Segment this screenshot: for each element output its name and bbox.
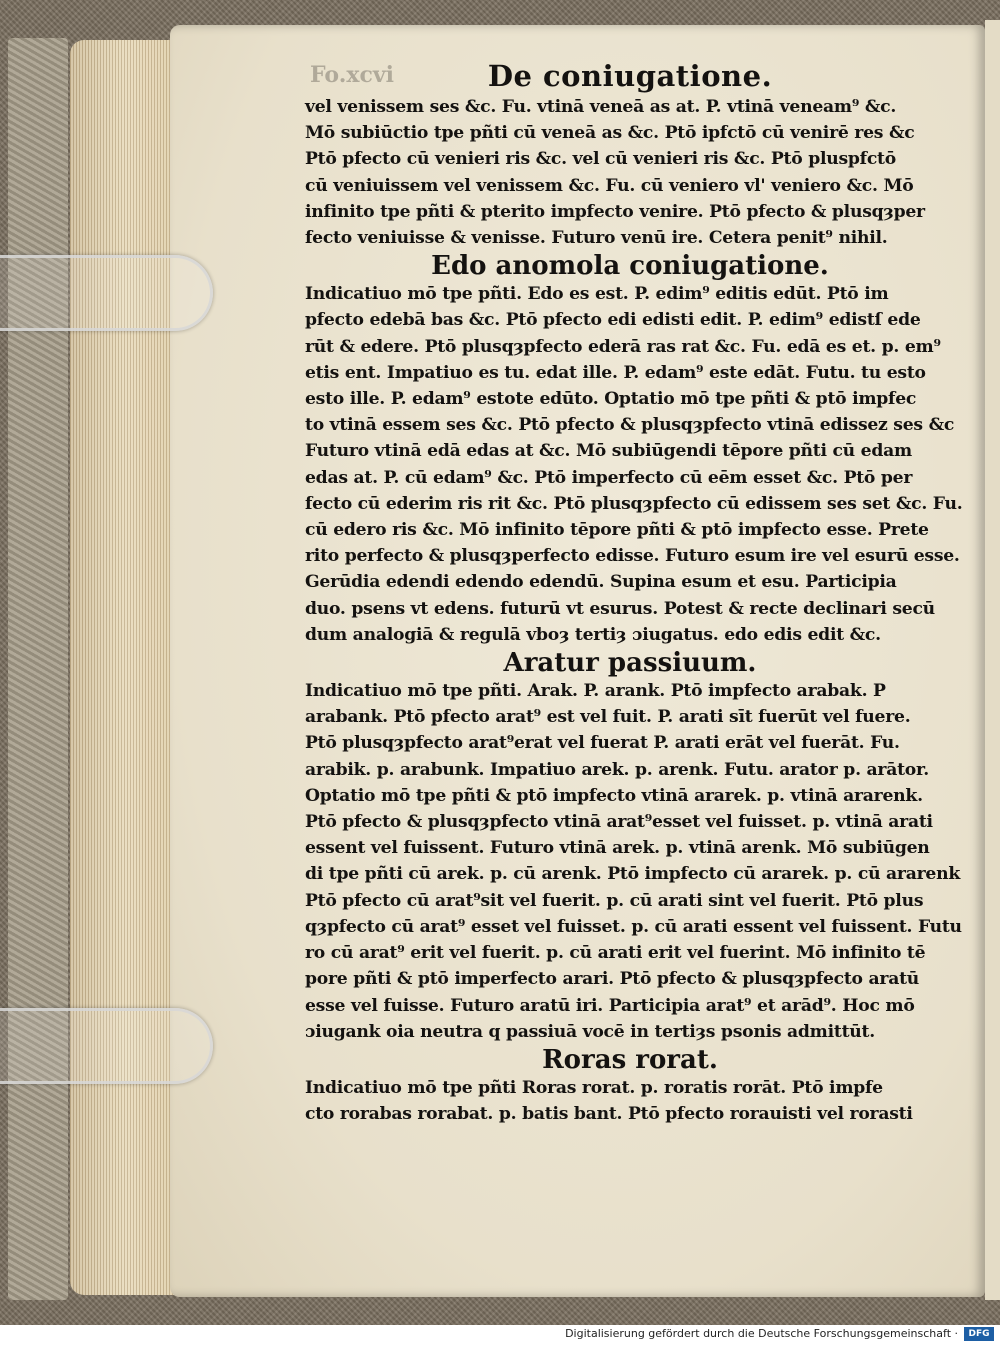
section-heading-aratur: Aratur passiuum. — [503, 648, 757, 679]
section-edo — [305, 281, 963, 648]
text-line: cū edero ris &c. Mō infinito tēpore pñti & ptō impfecto esse. Prete — [305, 520, 929, 541]
text-line: to vtinā essem ses &c. Ptō pfecto & plusqȝpfecto vtinā edissez ses &c — [305, 415, 955, 436]
text-line: pore pñti & ptō imperfecto arari. Ptō pfecto & plusqȝpfecto aratū — [305, 969, 920, 990]
text-line: Indicatiuo mō tpe pñti. Edo es est. P. edim⁹ editis edūt. Ptō im — [305, 284, 889, 305]
text-line: essent vel fuissent. Futuro vtinā arek. p. vtinā arenk. Mō subiūgen — [305, 838, 930, 859]
text-line: Ptō plusqȝpfecto arat⁹erat vel fuerat P. arati erāt vel fuerāt. Fu. — [305, 733, 900, 754]
text-line: edas at. P. cū edam⁹ &c. Ptō imperfecto cū eēm esset &c. Ptō per — [305, 467, 913, 488]
running-title: De coniugatione. — [487, 59, 773, 93]
facing-page-edge — [985, 20, 1000, 1300]
text-line: qȝpfecto cū arat⁹ esset vel fuisset. p. cū arati essent vel fuissent. Futu — [305, 916, 962, 937]
text-line: esse vel fuisse. Futuro aratū iri. Participia arat⁹ et arād⁹. Hoc mō — [305, 995, 915, 1016]
text-line: Mō subiūctio tpe pñti cū veneā as &c. Ptō ipfctō cū venirē res &c — [305, 123, 915, 144]
text-line: vel venissem ses &c. Fu. vtinā veneā as at. P. vtinā veneam⁹ &c. — [305, 97, 897, 117]
footer-bar — [0, 1325, 1000, 1345]
text-line: arabank. Ptō pfecto arat⁹ est vel fuit. P. arati sīt fuerūt vel fuere. — [305, 707, 911, 728]
text-line: Ptō pfecto cū arat⁹sit vel fuerit. p. cū arati sint vel fuerit. Ptō plus — [305, 890, 924, 911]
text-line: di tpe pñti cū arek. p. cū arenk. Ptō impfecto cū ararek. p. cū ararenk — [305, 864, 961, 885]
text-line: fecto cū ederim ris rit &c. Ptō plusqȝpfecto cū edissem ses set &c. Fu. — [305, 493, 963, 514]
section-roras — [305, 1075, 955, 1127]
text-line: Optatio mō tpe pñti & ptō impfecto vtinā ararek. p. vtinā ararenk. — [305, 785, 923, 806]
text-line: Gerūdia edendi edendo edendū. Supina esum et esu. Participia — [305, 572, 897, 593]
text-line: infinito tpe pñti & pterito impfecto venire. Ptō pfecto & plusqȝper — [305, 201, 925, 222]
page-text — [305, 58, 963, 1127]
text-line: cto rorabas rorabat. p. batis bant. Ptō pfecto rorauisti vel rorasti — [305, 1104, 913, 1125]
funding-credit: Digitalisierung gefördert durch die Deutsche Forschungsgemeinschaft · — [565, 1327, 958, 1340]
text-line: Futuro vtinā edā edas at &c. Mō subiūgendi tēpore pñti cū edam — [305, 441, 912, 462]
section-heading-roras: Roras rorat. — [542, 1044, 718, 1075]
text-line: Ptō pfecto & plusqȝpfecto vtinā arat⁹esset vel fuisset. p. vtinā arati — [305, 812, 933, 833]
book-cover-edge — [8, 38, 68, 1300]
text-line: Indicatiuo mō tpe pñti Roras rorat. p. roratis rorāt. Ptō impfe — [305, 1077, 883, 1098]
text-line: pfecto edebā bas &c. Ptō pfecto edi edisti edit. P. edim⁹ edistſ ede — [305, 310, 921, 331]
text-line: esto ille. P. edam⁹ estote edūto. Optatio mō tpe pñti & ptō impfec — [305, 389, 917, 410]
page-clip-top — [0, 255, 213, 331]
page-clip-bottom — [0, 1008, 213, 1084]
section-aratur — [305, 678, 962, 1045]
text-line: duo. psens vt edens. futurū vt esurus. Potest & recte declinari secū — [305, 598, 935, 619]
section-venio — [305, 94, 955, 251]
folio-number: Fo.xcvi — [310, 62, 395, 88]
dfg-logo: DFG — [964, 1327, 994, 1341]
text-line: etis ent. Impatiuo es tu. edat ille. P. edam⁹ este edāt. Futu. tu esto — [305, 362, 926, 383]
text-line: Ptō pfecto cū venieri ris &c. vel cū venieri ris &c. Ptō pluspfctō — [305, 149, 896, 170]
text-line: cū veniuissem vel venissem &c. Fu. cū veniero vl' veniero &c. Mō — [305, 175, 914, 196]
text-line: Indicatiuo mō tpe pñti. Arak. P. arank. Ptō impfecto arabak. P — [305, 681, 886, 702]
text-line: rūt & edere. Ptō plusqȝpfecto ederā ras rat &c. Fu. edā es et. p. em⁹ — [305, 336, 941, 357]
text-line: rito perfecto & plusqȝperfecto edisse. Futuro esum ire vel esurū esse. — [305, 546, 960, 567]
text-line: arabik. p. arabunk. Impatiuo arek. p. arenk. Futu. arator p. arātor. — [305, 759, 929, 780]
section-heading-edo: Edo anomola coniugatione. — [431, 251, 829, 282]
text-line: dum analogiā & regulā vboȝ tertiȝ ɔiugatus. edo edis edit &c. — [305, 624, 881, 645]
text-line: ɔiugank oia neutra q passiuā vocē in tertiȝs psonis admittūt. — [305, 1021, 875, 1042]
text-line: ro cū arat⁹ erit vel fuerit. p. cū arati erit vel fuerint. Mō infinito tē — [305, 943, 926, 964]
text-line: fecto veniuisse & venisse. Futuro venū ire. Cetera penit⁹ nihil. — [305, 228, 888, 249]
